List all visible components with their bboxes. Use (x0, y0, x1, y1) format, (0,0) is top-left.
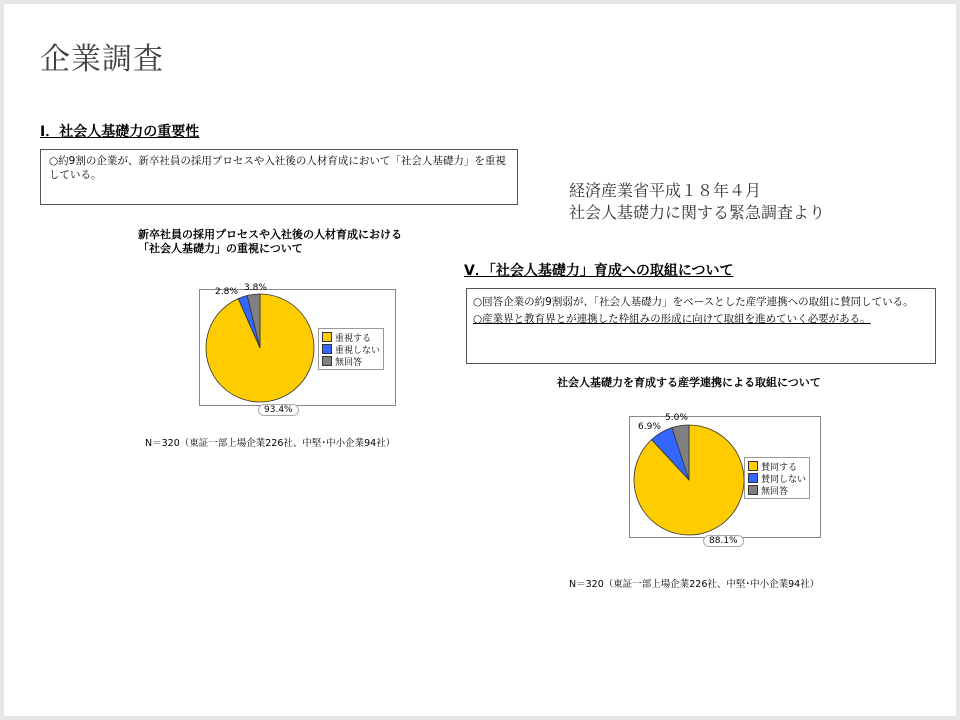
section1-summary-box (40, 149, 518, 205)
chart1-sample-note: N＝320（東証一部上場企業226社、中堅･中小企業94社） (145, 438, 396, 449)
legend-label: 賛同しない (761, 474, 807, 485)
section2-summary-line1: ○回答企業の約9割弱が、「社会人基礎力」をベースとした産学連携への取組に賛同している。 (473, 296, 914, 308)
chart1-data-label: 2.8% (215, 287, 238, 297)
legend-label: 重視する (335, 333, 372, 344)
chart2-legend-item (748, 484, 806, 496)
chart2-legend-item (748, 460, 806, 472)
legend-label: 賛同する (761, 462, 798, 473)
chart1-frame (199, 289, 396, 406)
chart1-title-line1: 新卒社員の採用プロセスや入社後の人材育成における (138, 228, 402, 241)
chart2-legend (744, 457, 810, 499)
legend-swatch-yellow (748, 461, 758, 471)
section2-summary-box (466, 288, 936, 364)
slide (4, 4, 956, 716)
page-title: 企業調査 (40, 42, 164, 77)
source-line2: 社会人基礎力に関する緊急調査より (569, 203, 826, 222)
section2-summary-line2: ○産業界と教育界とが連携した枠組みの形成に向けて取組を進めていく必要がある。 (473, 313, 871, 325)
chart1-legend-item (322, 355, 380, 367)
chart2-frame (629, 416, 821, 538)
section1-summary-text: ○約9割の企業が、新卒社員の採用プロセスや入社後の人材育成において「社会人基礎力」を重視している。 (49, 155, 506, 181)
legend-swatch-blue (322, 344, 332, 354)
legend-swatch-blue (748, 473, 758, 483)
chart2-data-label: 6.9% (638, 422, 661, 432)
chart2-title: 社会人基礎力を育成する産学連携による取組について (557, 376, 821, 389)
section1-heading: Ⅰ．社会人基礎力の重要性 (40, 124, 200, 140)
section2-heading: Ⅴ．「社会人基礎力」育成への取組について (464, 263, 734, 279)
chart1-legend (318, 328, 384, 370)
legend-label: 重視しない (335, 345, 381, 356)
chart2-legend-item (748, 472, 806, 484)
chart1-title-line2: 「社会人基礎力」の重視について (138, 242, 303, 255)
chart1-data-label: 3.8% (244, 283, 267, 293)
chart2-data-label: 88.1% (703, 535, 744, 547)
chart1-data-label: 93.4% (258, 404, 299, 416)
chart2-data-label: 5.0% (665, 413, 688, 423)
chart1-legend-item (322, 343, 380, 355)
legend-swatch-gray (748, 485, 758, 495)
legend-swatch-gray (322, 356, 332, 366)
chart2-sample-note: N＝320（東証一部上場企業226社、中堅･中小企業94社） (569, 579, 820, 590)
source-line1: 経済産業省平成１８年４月 (569, 181, 762, 200)
legend-label: 無回答 (761, 486, 789, 497)
legend-swatch-yellow (322, 332, 332, 342)
chart1-legend-item (322, 331, 380, 343)
chart1-title (138, 228, 402, 256)
source-citation (569, 180, 825, 224)
legend-label: 無回答 (335, 357, 363, 368)
